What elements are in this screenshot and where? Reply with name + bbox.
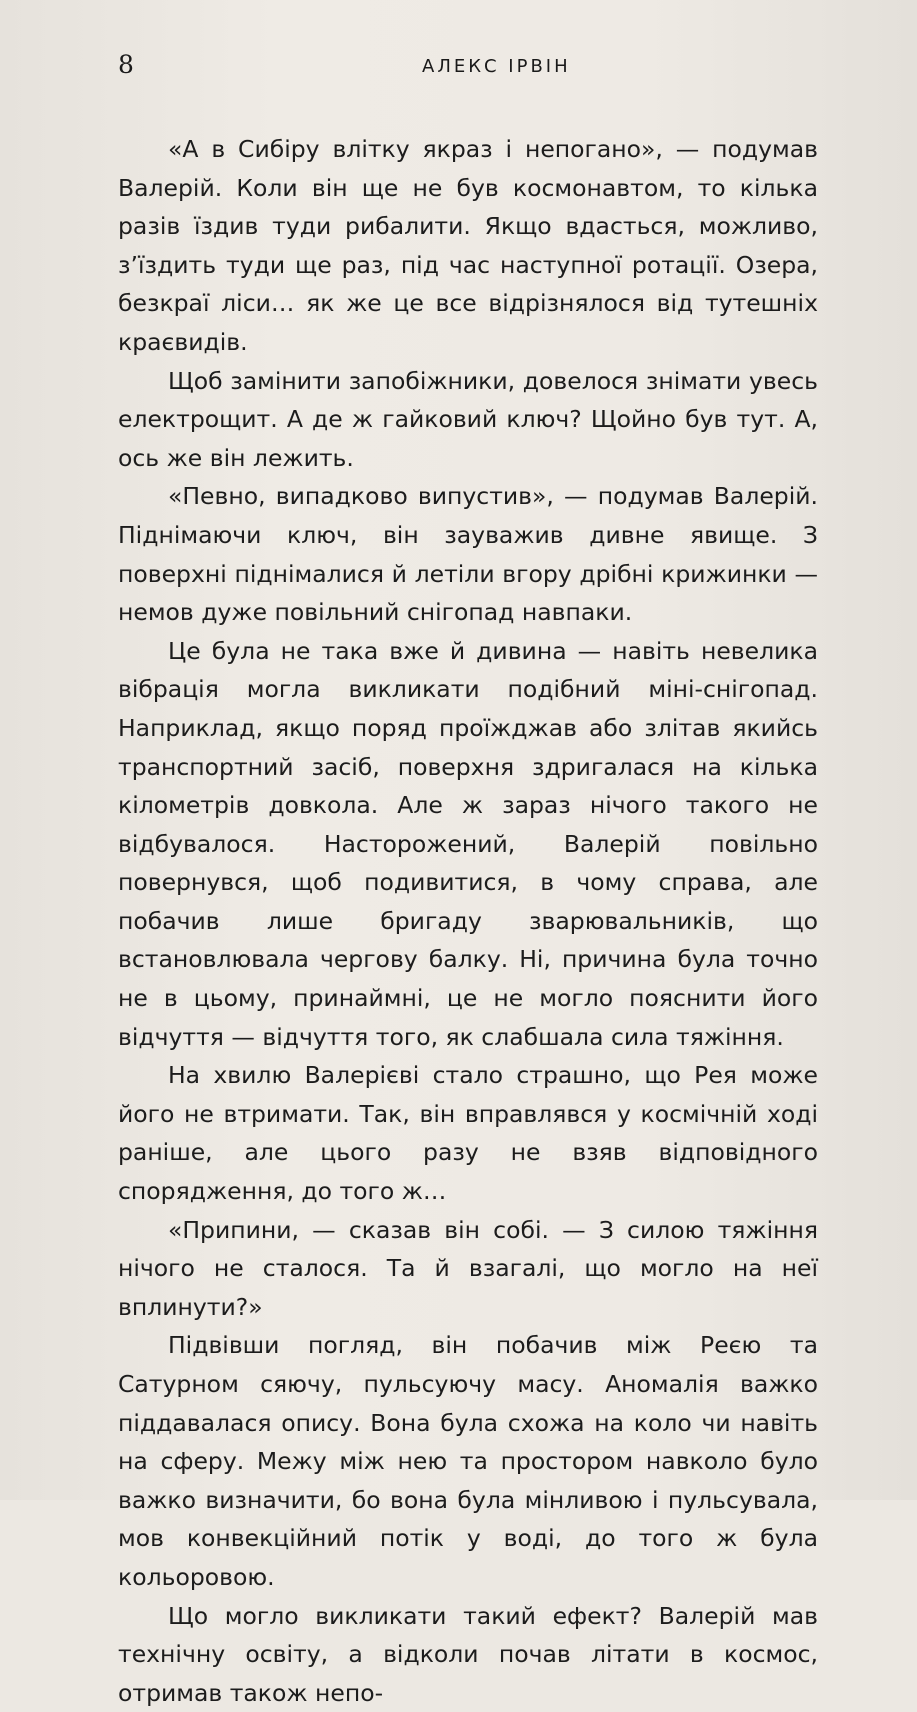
paragraph-2: Щоб замінити запобіжники, довелося знімати увесь електрощит. А де ж гайковий ключ? Щойно був тут. А, ось же він лежить.: [118, 366, 818, 472]
paragraph-8: Що могло викликати такий ефект? Валерій мав технічну освіту, а відколи почав літати в космос, отримав також непо-: [118, 1601, 818, 1707]
body-text: [118, 130, 818, 1712]
paragraph-7: Підвівши погляд, він побачив між Реєю та Сатурном сяючу, пульсуючу масу. Аномалія важко піддавалася опису. Вона була схожа на коло чи навіть на сферу. Межу між нею та простором навколо було важко визначити, бо вона була мінливою і пульсувала, мов конвекційний потік у воді, до того ж була кольоровою.: [118, 1331, 818, 1591]
running-head-author: АЛЕКС ІРВІН: [422, 56, 571, 77]
page-header: [118, 50, 818, 90]
paragraph-5: На хвилю Валерієві стало страшно, що Рея може його не втримати. Так, він вправлявся у космічній ході раніше, але цього разу не взяв відповідного спорядження, до того ж…: [118, 1061, 818, 1206]
paragraph-1: «А в Сибіру влітку якраз і непогано», — подумав Валерій. Коли він ще не був космонавтом, то кілька разів їздив туди рибалити. Якщо вдасться, можливо, з’їздить туди ще раз, під час наступної ротації. Озера, безкраї ліси… як же це все відрізнялося від тутешніх краєвидів.: [118, 135, 818, 356]
paragraph-4: Це була не така вже й дивина — навіть невелика вібрація могла викликати подібний міні-снігопад. Наприклад, якщо поряд проїжджав або злітав якийсь транспортний засіб, поверхня здригалася на кілька кілометрів довкола. Але ж зараз нічого такого не відбувалося. Насторожений, Валерій повільно повернувся, щоб подивитися, в чому справа, але побачив лише бригаду зварювальників, що встановлювала чергову балку. Ні, причина була точно не в цьому, принаймні, це не могло пояснити його відчуття — відчуття того, як слабшала сила тяжіння.: [118, 636, 818, 1051]
paragraph-3: «Певно, випадково випустив», — подумав Валерій. Піднімаючи ключ, він зауважив дивне явище. З поверхні піднімалися й летіли вгору дрібні крижинки — немов дуже повільний снігопад навпаки.: [118, 482, 818, 627]
page-number: 8: [118, 50, 134, 79]
paragraph-6: «Припини, — сказав він собі. — З силою тяжіння нічого не сталося. Та й взагалі, що могло на неї вплинути?»: [118, 1215, 818, 1321]
